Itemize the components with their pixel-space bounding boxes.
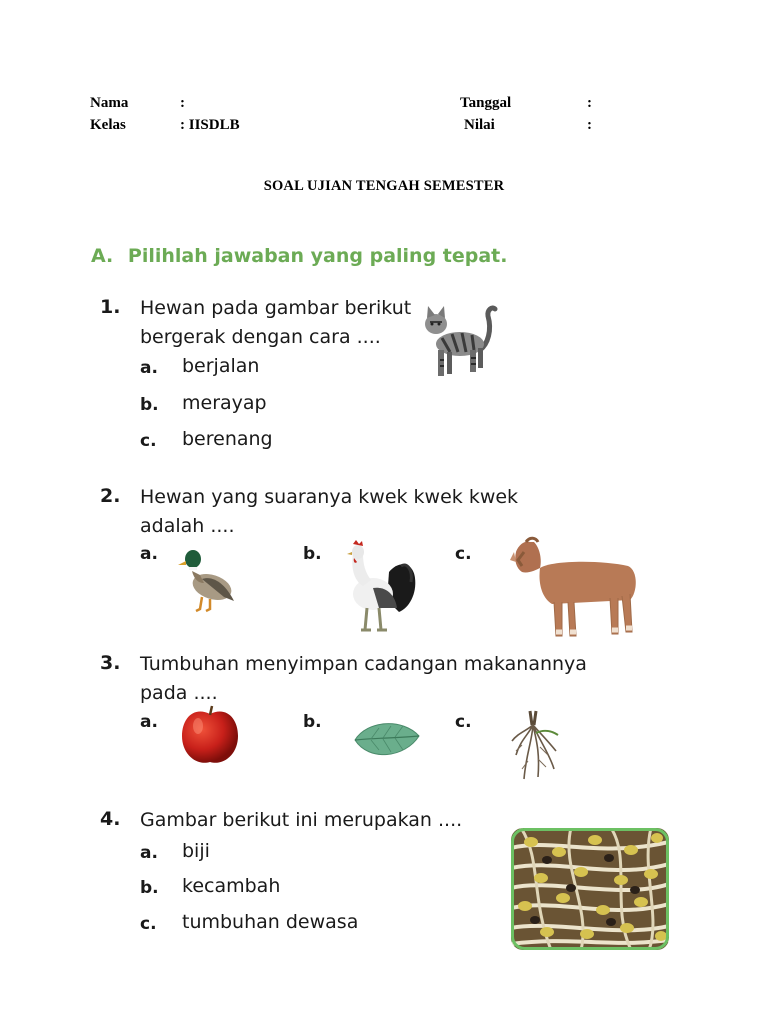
question-1-option-a-letter[interactable]: a. — [140, 358, 158, 378]
question-2-line-2: adalah .... — [140, 515, 235, 537]
question-4-option-a-text[interactable]: biji — [182, 840, 210, 862]
nilai-value[interactable]: : — [587, 117, 592, 133]
question-4-number: 4. — [100, 808, 121, 830]
question-4-option-a-letter[interactable]: a. — [140, 843, 158, 863]
question-3-line-1: Tumbuhan menyimpan cadangan makanannya — [140, 653, 587, 675]
nama-label: Nama — [90, 95, 129, 111]
question-3-number: 3. — [100, 652, 121, 674]
question-2-text — [140, 483, 518, 541]
question-4-line-1: Gambar berikut ini merupakan .... — [140, 809, 463, 831]
question-4-option-b-text[interactable]: kecambah — [182, 875, 281, 897]
question-1-number: 1. — [100, 296, 121, 318]
kelas-label: Kelas — [90, 117, 126, 133]
question-3-option-b-letter[interactable]: b. — [303, 712, 322, 732]
question-1-option-a-text[interactable]: berjalan — [182, 355, 260, 377]
kelas-value[interactable]: : IISDLB — [180, 117, 240, 133]
question-1-line-1: Hewan pada gambar berikut — [140, 297, 412, 319]
question-2-line-1: Hewan yang suaranya kwek kwek kwek — [140, 486, 519, 508]
nilai-label: Nilai — [464, 117, 495, 133]
nama-value[interactable]: : — [180, 95, 185, 111]
section-label: A. — [91, 245, 114, 267]
section-header — [91, 245, 507, 267]
question-3-text — [140, 650, 587, 708]
question-4-text — [140, 806, 462, 835]
question-1-option-c-text[interactable]: berenang — [182, 428, 273, 450]
rooster-image[interactable] — [343, 542, 418, 634]
question-2-option-c-letter[interactable]: c. — [455, 544, 472, 564]
question-3-option-c-letter[interactable]: c. — [455, 712, 472, 732]
question-3-line-2: pada .... — [140, 682, 218, 704]
root-image[interactable] — [510, 711, 562, 783]
question-1-line-2: bergerak dengan cara .... — [140, 326, 381, 348]
question-1-option-c-letter[interactable]: c. — [140, 431, 157, 451]
leaf-image[interactable] — [353, 718, 421, 762]
apple-image[interactable] — [180, 704, 240, 766]
question-4-option-c-letter[interactable]: c. — [140, 914, 157, 934]
tanggal-value[interactable]: : — [587, 95, 592, 111]
cat-image — [422, 300, 500, 380]
question-4-option-b-letter[interactable]: b. — [140, 878, 159, 898]
question-3-option-a-letter[interactable]: a. — [140, 712, 158, 732]
page-title: SOAL UJIAN TENGAH SEMESTER — [263, 178, 505, 194]
tanggal-label: Tanggal — [460, 95, 512, 111]
section-text: Pilihlah jawaban yang paling tepat. — [127, 245, 508, 267]
goat-image[interactable] — [512, 538, 640, 642]
question-1-text — [140, 294, 411, 352]
question-2-option-b-letter[interactable]: b. — [303, 544, 322, 564]
question-4-option-c-text[interactable]: tumbuhan dewasa — [182, 911, 359, 933]
question-2-option-a-letter[interactable]: a. — [140, 544, 158, 564]
question-1-option-b-letter[interactable]: b. — [140, 395, 159, 415]
sprouts-image — [511, 828, 669, 950]
duck-image[interactable] — [180, 545, 240, 615]
question-1-option-b-text[interactable]: merayap — [182, 392, 267, 414]
question-2-number: 2. — [100, 485, 121, 507]
